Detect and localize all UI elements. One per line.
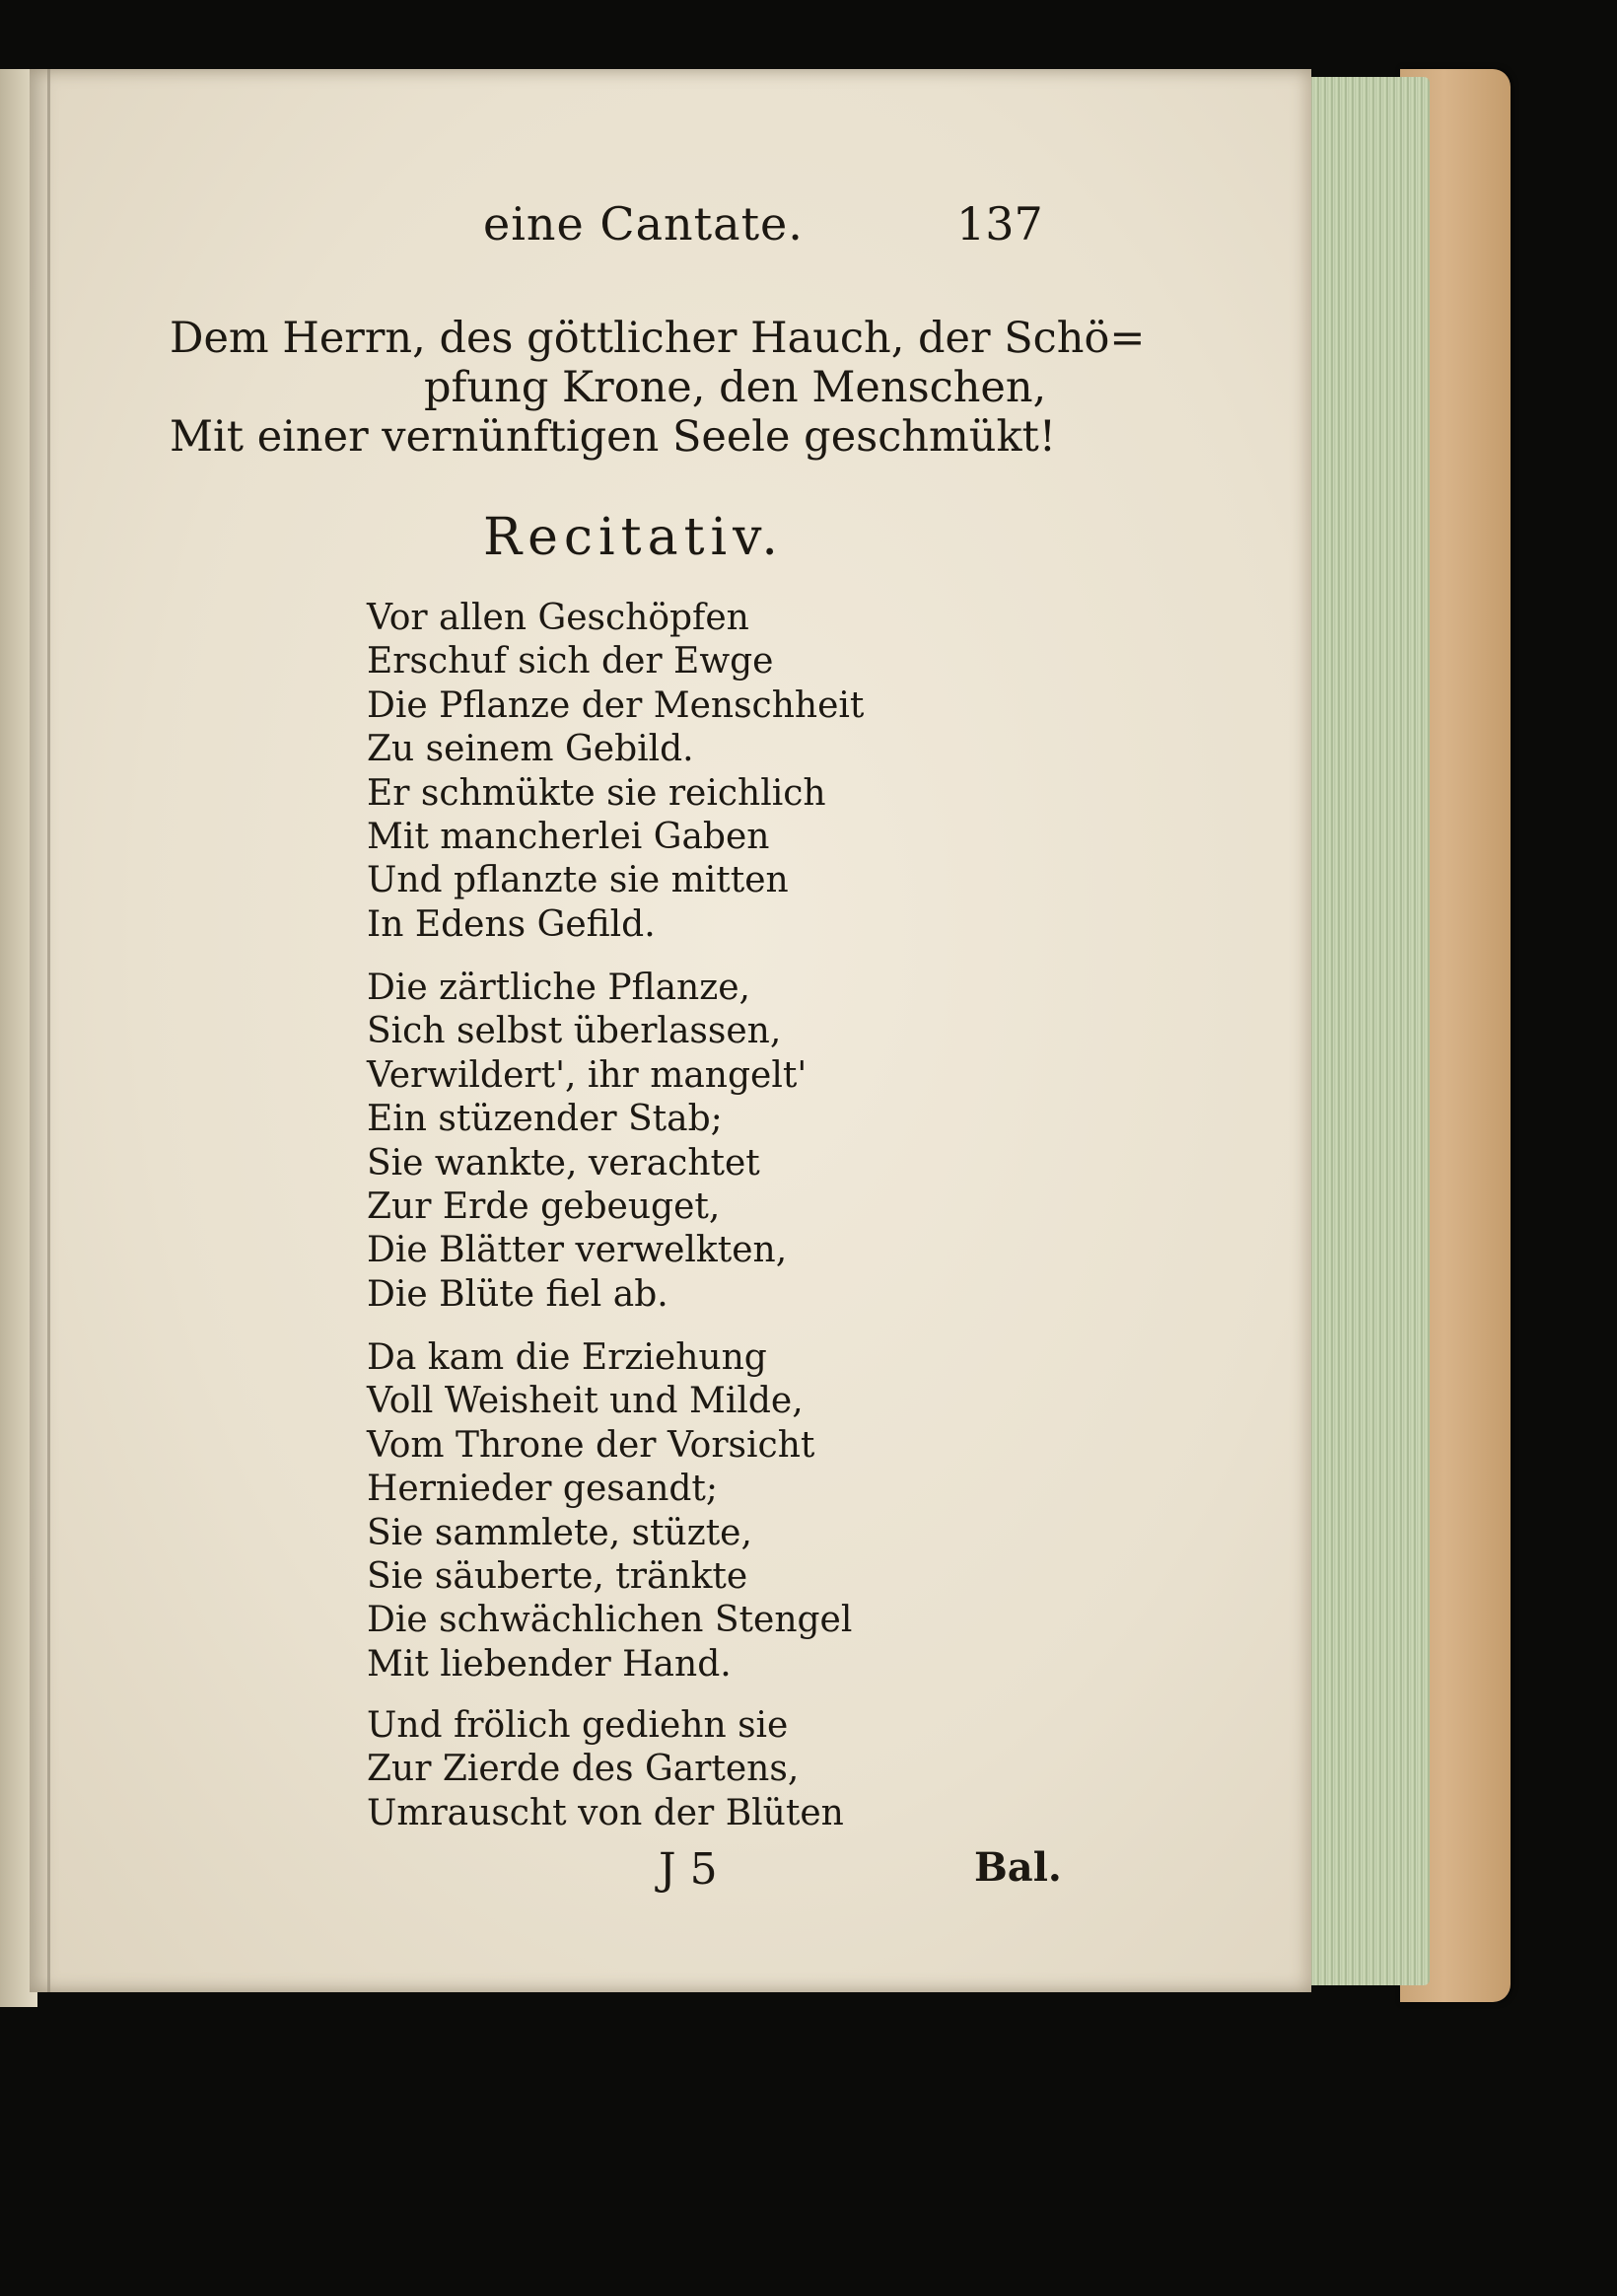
- stanza-4: [367, 1704, 844, 1835]
- verse-line: Sie wankte, verachtet: [367, 1142, 760, 1184]
- verse-line: Und frölich gediehn sie: [367, 1705, 789, 1746]
- verse-line: Sie sammlete, stüzte,: [367, 1512, 752, 1553]
- verse-line: Zur Zierde des Gartens,: [367, 1749, 800, 1790]
- verse-line: Er schmükte sie reichlich: [367, 772, 826, 814]
- verse-line: Die Pflanze der Menschheit: [367, 684, 865, 726]
- verse-line: Sie säuberte, tränkte: [367, 1556, 748, 1598]
- verse-line: Sich selbst überlassen,: [367, 1011, 782, 1052]
- running-title: eine Cantate.: [483, 197, 804, 251]
- intro-line: Mit einer vernünftigen Seele geschmükt!: [170, 412, 1057, 462]
- verse-line: Zur Erde gebeuget,: [367, 1186, 721, 1228]
- verse-line: Da kam die Erziehung: [367, 1337, 767, 1378]
- verse-line: Voll Weisheit und Milde,: [367, 1381, 804, 1422]
- stanza-3: [367, 1336, 852, 1686]
- signature-mark: J 5: [659, 1844, 718, 1895]
- verse-line: Und pflanzte sie mitten: [367, 860, 789, 901]
- stanza-2: [367, 967, 807, 1317]
- verse-line: Die Blätter verwelkten,: [367, 1230, 788, 1271]
- gutter: [47, 69, 50, 1992]
- verse-line: Vor allen Geschöpfen: [367, 598, 749, 638]
- verse-line: Mit liebender Hand.: [367, 1643, 732, 1685]
- verse-line: Vom Throne der Vorsicht: [367, 1424, 815, 1466]
- page-edges: [1306, 77, 1430, 1985]
- intro-line: pfung Krone, den Menschen,: [424, 363, 1047, 412]
- section-title: Recitativ.: [483, 508, 784, 567]
- page-number: 137: [956, 197, 1043, 251]
- verse-line: Die Blüte fiel ab.: [367, 1273, 668, 1315]
- verse-line: Die schwächlichen Stengel: [367, 1600, 853, 1641]
- verse-line: Erschuf sich der Ewge: [367, 641, 774, 682]
- verse-line: Die zärtliche Pflanze,: [367, 968, 750, 1008]
- intro-line: Dem Herrn, des göttlicher Hauch, der Schö=: [170, 314, 1146, 363]
- verse-line: Mit mancherlei Gaben: [367, 817, 770, 858]
- verse-line: Hernieder gesandt;: [367, 1469, 719, 1510]
- verse-line: Zu seinem Gebild.: [367, 729, 694, 770]
- verse-line: Ein stüzender Stab;: [367, 1099, 723, 1140]
- verse-line: Verwildert', ihr mangelt': [367, 1054, 808, 1096]
- verse-line: In Edens Gefild.: [367, 903, 656, 945]
- catchword: Bal.: [974, 1844, 1062, 1891]
- stanza-1: [367, 597, 864, 947]
- verse-line: Umrauscht von der Blüten: [367, 1792, 844, 1833]
